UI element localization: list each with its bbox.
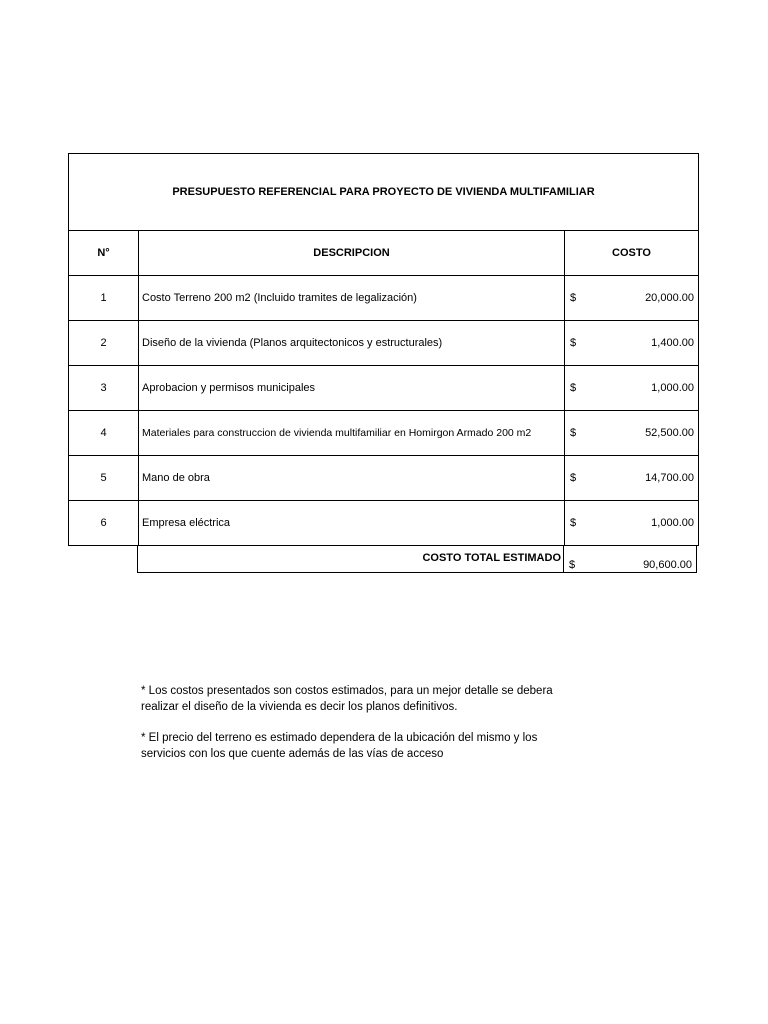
item-amount: 1,400.00 [651,337,694,349]
total-spacer [68,546,138,573]
total-row [68,546,699,573]
item-cost [565,276,698,320]
table-row [68,366,699,411]
currency-symbol: $ [570,517,577,529]
currency-symbol: $ [570,382,577,394]
item-amount: 20,000.00 [645,292,694,304]
notes-section [141,683,581,777]
item-number: 6 [69,501,139,545]
table-row [68,456,699,501]
currency-symbol: $ [569,559,576,571]
item-cost [565,411,698,455]
item-cost [565,321,698,365]
item-description: Mano de obra [139,456,565,500]
total-label: COSTO TOTAL ESTIMADO [138,546,564,573]
item-amount: 52,500.00 [645,427,694,439]
item-number: 4 [69,411,139,455]
item-cost [565,456,698,500]
item-number: 3 [69,366,139,410]
table-row [68,276,699,321]
budget-table [68,153,699,573]
currency-symbol: $ [570,472,577,484]
item-description: Diseño de la vivienda (Planos arquitectonicos y estructurales) [139,321,565,365]
header-description: DESCRIPCION [139,231,565,275]
item-number: 1 [69,276,139,320]
table-row [68,411,699,456]
item-description: Materiales para construccion de vivienda multifamiliar en Homirgon Armado 200 m2 [139,411,565,455]
table-header-row [68,231,699,276]
item-amount: 1,000.00 [651,382,694,394]
item-description: Costo Terreno 200 m2 (Incluido tramites de legalización) [139,276,565,320]
table-row [68,321,699,366]
item-number: 5 [69,456,139,500]
currency-symbol: $ [570,292,577,304]
table-row [68,501,699,546]
item-amount: 1,000.00 [651,517,694,529]
note-land-price: * El precio del terreno es estimado dependera de la ubicación del mismo y los servicios con los que cuente además de las vías de acceso [141,732,538,760]
total-amount: 90,600.00 [643,559,692,571]
note-estimated-costs: * Los costos presentados son costos estimados, para un mejor detalle se debera realizar el diseño de la vivienda es decir los planos definitivos. [141,685,553,713]
item-amount: 14,700.00 [645,472,694,484]
item-cost [565,366,698,410]
item-description: Empresa eléctrica [139,501,565,545]
item-cost [565,501,698,545]
header-cost: COSTO [612,247,651,259]
item-number: 2 [69,321,139,365]
currency-symbol: $ [570,427,577,439]
item-description: Aprobacion y permisos municipales [139,366,565,410]
table-title: PRESUPUESTO REFERENCIAL PARA PROYECTO DE VIVIENDA MULTIFAMILIAR [68,153,699,231]
currency-symbol: $ [570,337,577,349]
total-cost [564,546,697,573]
header-number: N° [69,231,139,275]
